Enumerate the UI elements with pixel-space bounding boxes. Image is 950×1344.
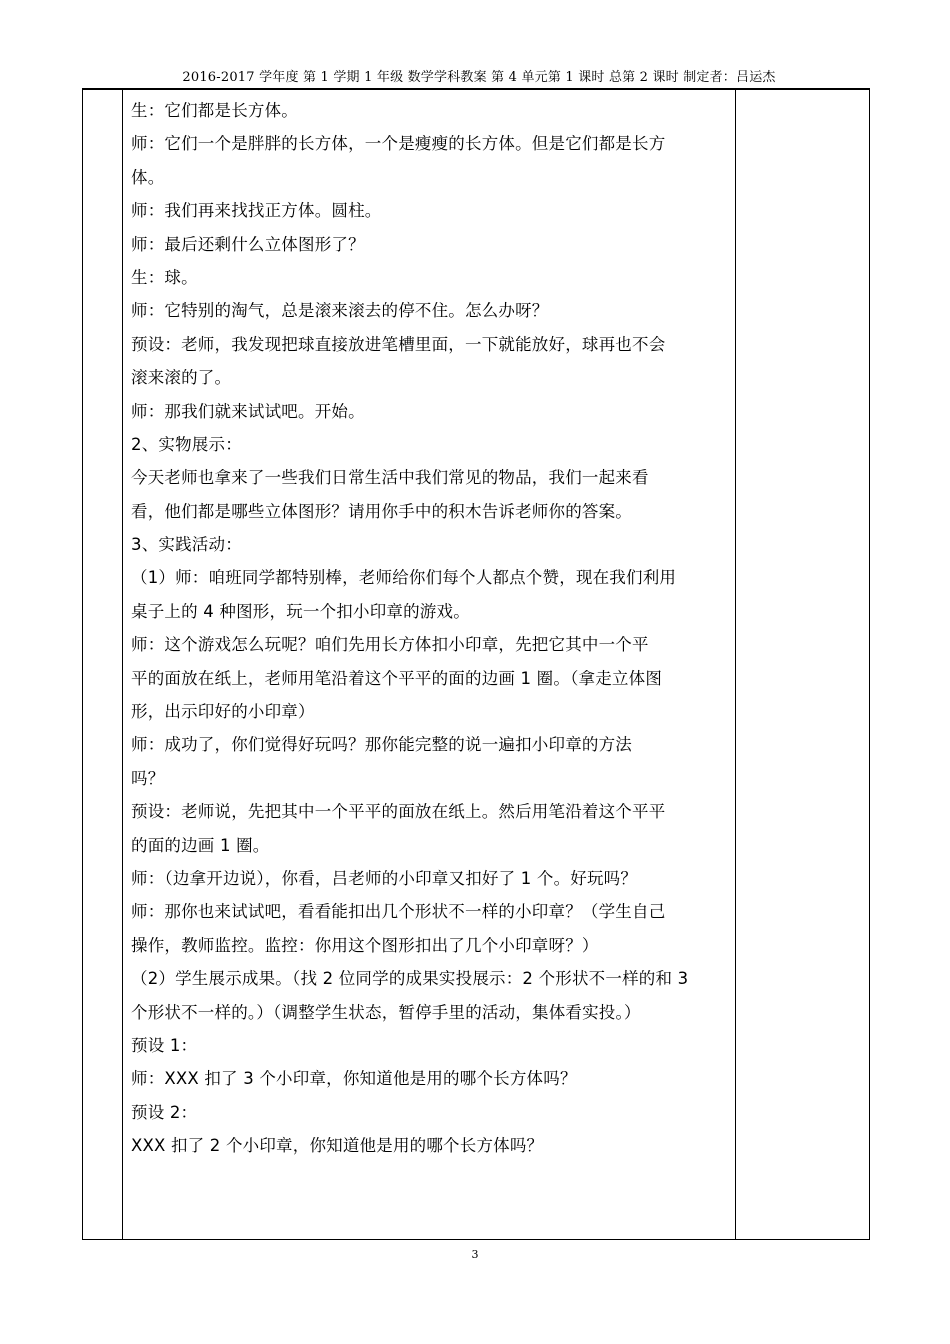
text-line: 桌子上的 4 种图形，玩一个扣小印章的游戏。	[131, 601, 470, 621]
text-line: 的面的边画 1 圈。	[131, 835, 270, 855]
text-line: 师：（边拿开边说），你看，吕老师的小印章又扣好了 1 个。好玩吗？	[131, 868, 638, 888]
text-line: （2）学生展示成果。（找 2 位同学的成果实投展示：2 个形状不一样的和 3	[131, 969, 689, 989]
text-line: 操作，教师监控。监控：你用这个图形扣出了几个小印章呀？）	[131, 935, 599, 955]
text-line: 体。	[131, 167, 165, 187]
text-line: 师：最后还剩什么立体图形了？	[131, 234, 365, 254]
text-line: 形，出示印好的小印章）	[131, 702, 315, 722]
text-line: 预设 2：	[131, 1102, 198, 1122]
text-line: 师：它们一个是胖胖的长方体，一个是瘦瘦的长方体。但是它们都是长方	[131, 134, 666, 154]
lesson-content-cell	[131, 94, 731, 1163]
text-line: 今天老师也拿来了一些我们日常生活中我们常见的物品，我们一起来看	[131, 468, 649, 488]
text-line: 师：我们再来找找正方体。圆柱。	[131, 201, 382, 221]
section-heading: 2、实物展示：	[131, 434, 242, 454]
text-line: （1）师：咱班同学都特别棒，老师给你们每个人都点个赞，现在我们利用	[131, 568, 677, 588]
text-line: 预设：老师说，先把其中一个平平的面放在纸上。然后用笔沿着这个平平	[131, 802, 666, 822]
text-line: 师：成功了，你们觉得好玩吗？那你能完整的说一遍扣小印章的方法	[131, 735, 632, 755]
section-heading: 3、实践活动：	[131, 535, 242, 555]
text-line: 个形状不一样的。）（调整学生状态，暂停手里的活动，集体看实投。）	[131, 1002, 641, 1022]
text-line: 师：那我们就来试试吧。开始。	[131, 401, 365, 421]
text-line: 师：那你也来试试吧，看看能扣出几个形状不一样的小印章？（学生自己	[131, 902, 666, 922]
text-line: 看，他们都是哪些立体图形？请用你手中的积木告诉老师你的答案。	[131, 501, 632, 521]
text-line: 吗？	[131, 768, 165, 788]
text-line: 预设：老师，我发现把球直接放进笔槽里面，一下就能放好，球再也不会	[131, 334, 666, 354]
page-number: 3	[471, 1248, 479, 1261]
text-line: 师：这个游戏怎么玩呢？咱们先用长方体扣小印章，先把它其中一个平	[131, 635, 649, 655]
text-line: 师：XXX 扣了 3 个小印章，你知道他是用的哪个长方体吗？	[131, 1069, 577, 1089]
text-line: 平的面放在纸上，老师用笔沿着这个平平的面的边画 1 圈。（拿走立体图	[131, 668, 663, 688]
page-header: 2016-2017 学年度 第 1 学期 1 年级 数学学科教案 第 4 单元第 1 课时 总第 2 课时 制定者：吕运杰	[182, 70, 776, 85]
table-column-divider	[735, 90, 736, 1240]
text-line: 生：它们都是长方体。	[131, 101, 298, 120]
text-line: XXX 扣了 2 个小印章，你知道他是用的哪个长方体吗？	[131, 1136, 544, 1156]
text-line: 滚来滚的了。	[131, 368, 232, 388]
table-column-divider	[122, 90, 123, 1240]
text-line: 师：它特别的淘气，总是滚来滚去的停不住。怎么办呀？	[131, 301, 549, 321]
text-line: 生：球。	[131, 267, 198, 287]
text-line: 预设 1：	[131, 1035, 198, 1055]
